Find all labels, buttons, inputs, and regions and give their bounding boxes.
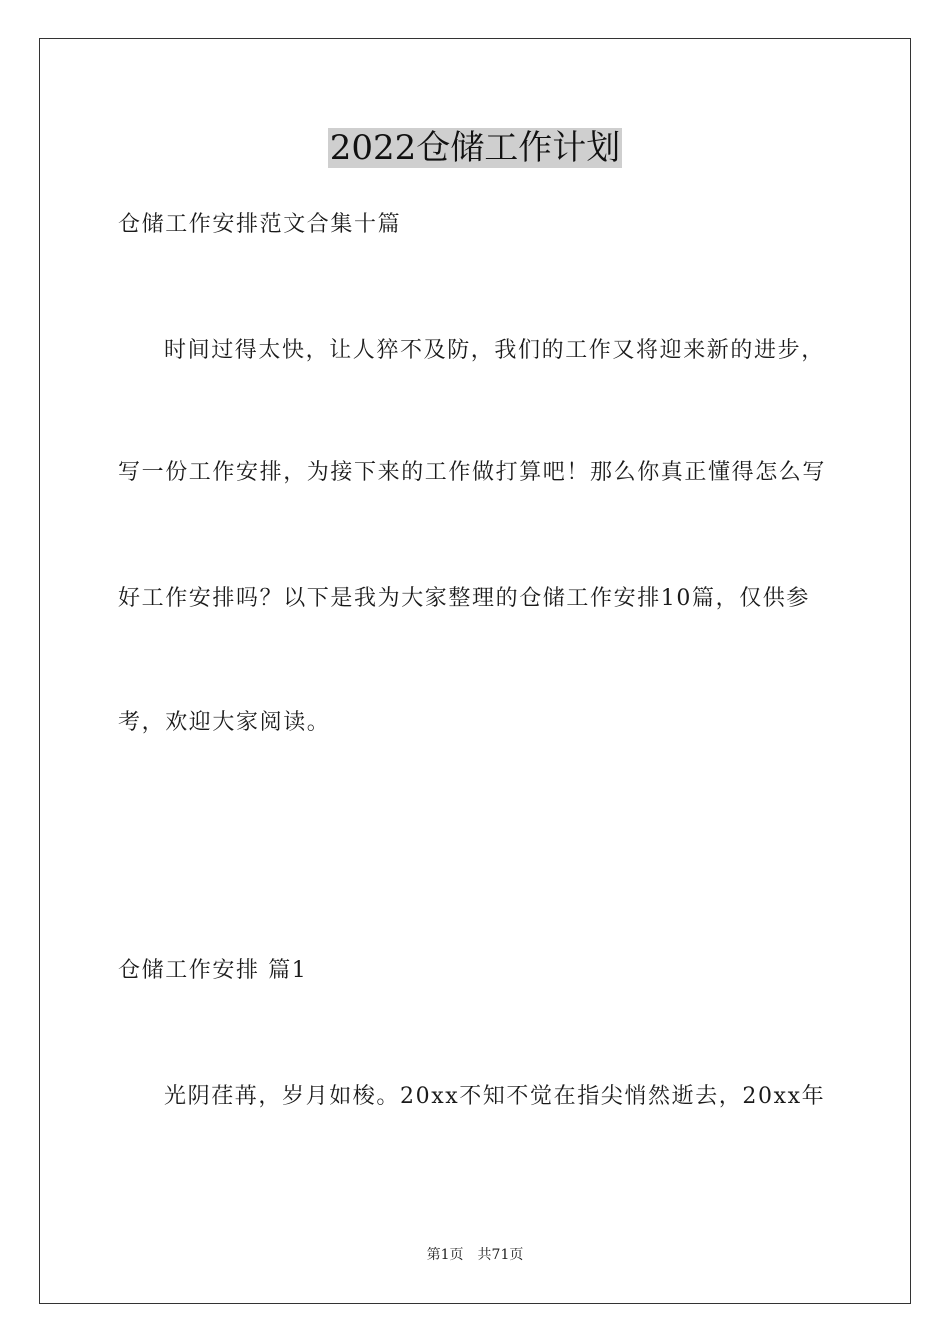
- intro-line-3: 好工作安排吗？以下是我为大家整理的仓储工作安排10篇，仅供参: [118, 586, 810, 611]
- title-container: [0, 128, 950, 168]
- intro-line-1: 时间过得太快，让人猝不及防，我们的工作又将迎来新的进步，: [164, 338, 825, 363]
- document-subtitle: 仓储工作安排范文合集十篇: [118, 212, 402, 237]
- page-footer: [0, 1245, 950, 1265]
- intro-line-2: 写一份工作安排，为接下来的工作做打算吧！那么你真正懂得怎么写: [118, 460, 827, 485]
- section-line-1: 光阴荏苒，岁月如梭。20xx不知不觉在指尖悄然逝去，20xx年: [164, 1084, 826, 1109]
- section-heading: 仓储工作安排 篇1: [118, 958, 308, 983]
- document-title: 2022仓储工作计划: [329, 128, 621, 168]
- page-total: 共71页: [477, 1247, 524, 1263]
- intro-line-4: 考，欢迎大家阅读。: [118, 710, 331, 735]
- page-number: 第1页: [426, 1247, 464, 1263]
